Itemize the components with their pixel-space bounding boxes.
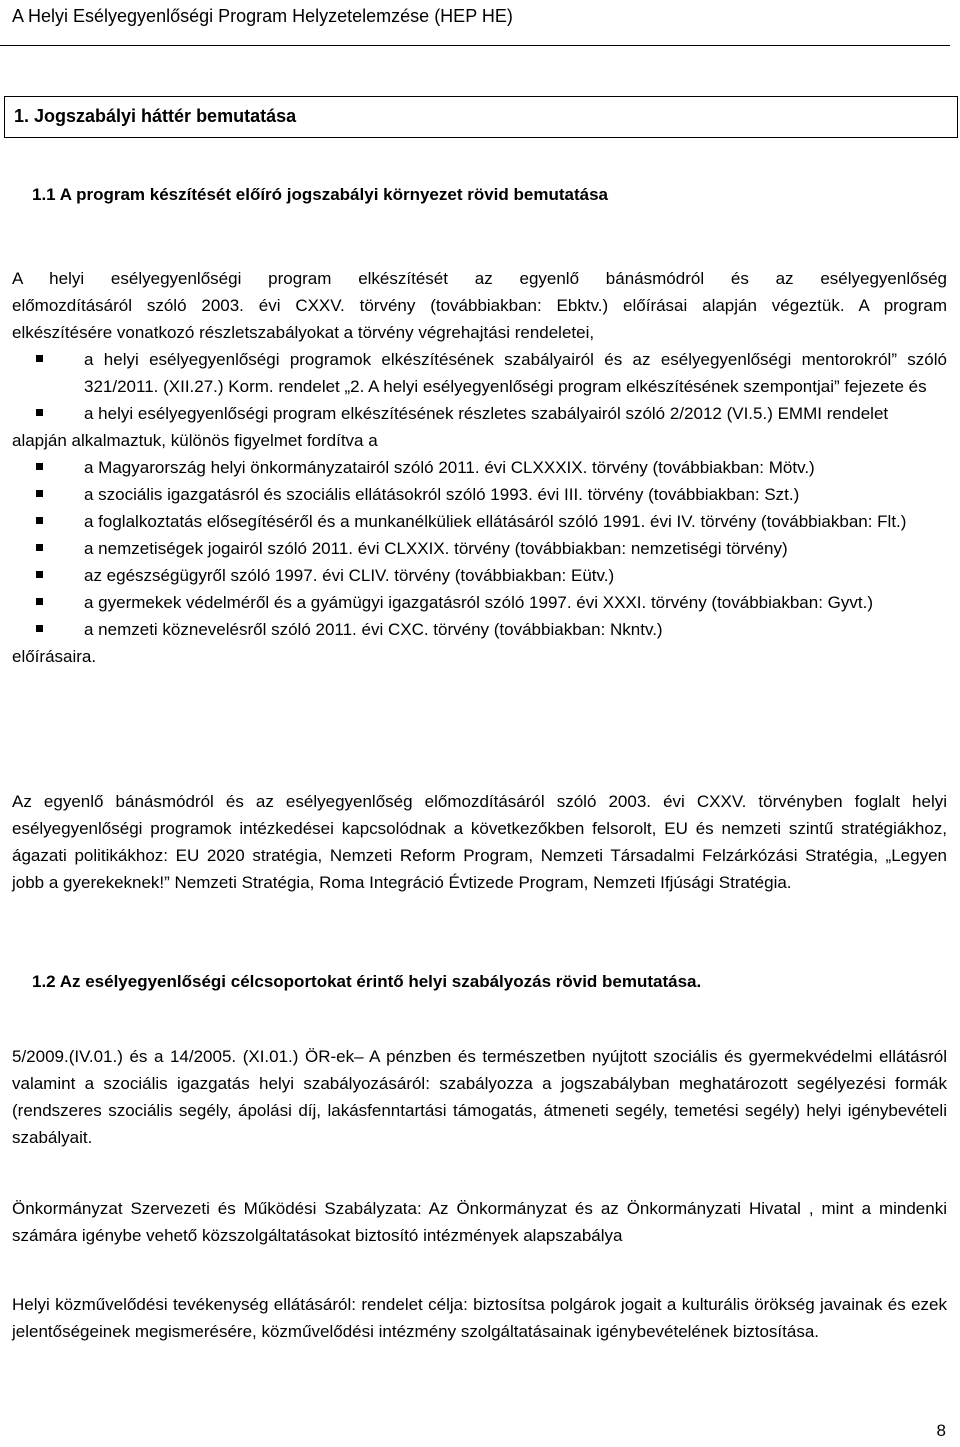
section-1-2-paragraph-3: Helyi közművelődési tevékenység ellátásáról: rendelet célja: biztosítsa polgárok jogait a kulturális örökség javainak és ezek jelentőségeinek megismerésére, közművelődési intézmény szolgáltatásainak igénybevételének biztosítása. [12,1295,947,1341]
bullet-square-icon [36,598,43,605]
section-1-2-title: 1.2 Az esélyegyenlőségi célcsoportokat érintő helyi szabályozás rövid bemutatása. [32,972,702,991]
list-item: a foglalkoztatás elősegítéséről és a munkanélküliek ellátásáról szóló 1991. évi IV. törvény (továbbiakban: Flt.) [12,508,947,535]
bullet-square-icon [36,517,43,524]
intro-line-3: elkészítésére vonatkozó részletszabályokat a törvény végrehajtási rendeletei, [12,323,595,342]
list-item: az egészségügyről szóló 1997. évi CLIV. törvény (továbbiakban: Eütv.) [12,562,947,589]
bullet-square-icon [36,490,43,497]
bullet-square-icon [36,409,43,416]
end-text: előírásaira. [12,647,97,666]
list-item: a helyi esélyegyenlőségi programok elkészítésének szabályairól és az esélyegyenlőségi mentorokról” szóló 321/2011. (XII.27.) Korm. rendelet „2. A helyi esélyegyenlőségi program elkészítésének szempontjai” fejezete és [12,346,947,400]
bullet-square-icon [36,544,43,551]
list-item: a Magyarország helyi önkormányzatairól szóló 2011. évi CLXXXIX. törvény (továbbiakban: Mötv.) [12,454,947,481]
intro-line-1: A helyi esélyegyenlőségi program elkészítését az egyenlő bánásmódról és az esélyegyenlőség [12,269,947,288]
list-item: a szociális igazgatásról és szociális ellátásokról szóló 1993. évi III. törvény (továbbiakban: Szt.) [12,481,947,508]
section-1-title: 1. Jogszabályi háttér bemutatása [14,106,297,126]
section-1-1-title: 1.1 A program készítését előíró jogszabályi környezet rövid bemutatása [32,185,608,204]
section-1-heading-box [4,96,958,138]
section-1-1-paragraph-2: Az egyenlő bánásmódról és az esélyegyenlőség előmozdításáról szóló 2003. évi CXXV. törvényben foglalt helyi esélyegyenlőségi programok intézkedései kapcsolódnak a következőkben felsorolt, EU és nemzeti szintű stratégiákhoz, ágazati politikákhoz: EU 2020 stratégia, Nemzeti Reform Program, Nemzeti Társadalmi Felzárkózási Stratégia, „Legyen jobb a gyerekeknek!” Nemzeti Stratégia, Roma Integráció Évtizede Program, Nemzeti Ifjúsági Stratégia. [12,792,947,892]
bullet-square-icon [36,571,43,578]
section-1-2-paragraph-2: Önkormányzat Szervezeti és Működési Szabályzata: Az Önkormányzat és az Önkormányzati Hivatal , mint a mindenki számára igénybe vehető közszolgáltatásokat biztosító intézmények alapszabálya [12,1199,947,1245]
list-item: a gyermekek védelméről és a gyámügyi igazgatásról szóló 1997. évi XXXI. törvény (továbbiakban: Gyvt.) [12,589,947,616]
list-item: a helyi esélyegyenlőségi program elkészítésének részletes szabályairól szóló 2/2012 (VI.5.) EMMI rendelet [12,400,947,427]
mid-text: alapján alkalmaztuk, különös figyelmet fordítva a [12,431,378,450]
list-item: a nemzetiségek jogairól szóló 2011. évi CLXXIX. törvény (továbbiakban: nemzetiségi törvény) [12,535,947,562]
bullet-square-icon [36,463,43,470]
bullet-square-icon [36,625,43,632]
page-number: 8 [936,1421,946,1440]
page-header [0,0,950,46]
section-1-2-paragraph-1: 5/2009.(IV.01.) és a 14/2005. (XI.01.) ÖR-ek– A pénzben és természetben nyújtott szociális és gyermekvédelmi ellátásról valamint a szociális igazgatás helyi szabályozásáról: szabályozza a jogszabályban meghatározott segélyezési formák (rendszeres szociális segély, ápolási díj, lakásfenntartási támogatás, átmeneti segély, temetési segély) helyi igénybevételi szabályait. [12,1047,947,1147]
header-title: A Helyi Esélyegyenlőségi Program Helyzetelemzése (HEP HE) [12,6,513,26]
bullet-square-icon [36,355,43,362]
section-1-1-body [12,265,947,670]
list-item: a nemzeti köznevelésről szóló 2011. évi CXC. törvény (továbbiakban: Nkntv.) [12,616,947,643]
intro-line-2: előmozdításáról szóló 2003. évi CXXV. törvény (továbbiakban: Ebktv.) előírásai alapján végeztük. A program [12,296,947,315]
